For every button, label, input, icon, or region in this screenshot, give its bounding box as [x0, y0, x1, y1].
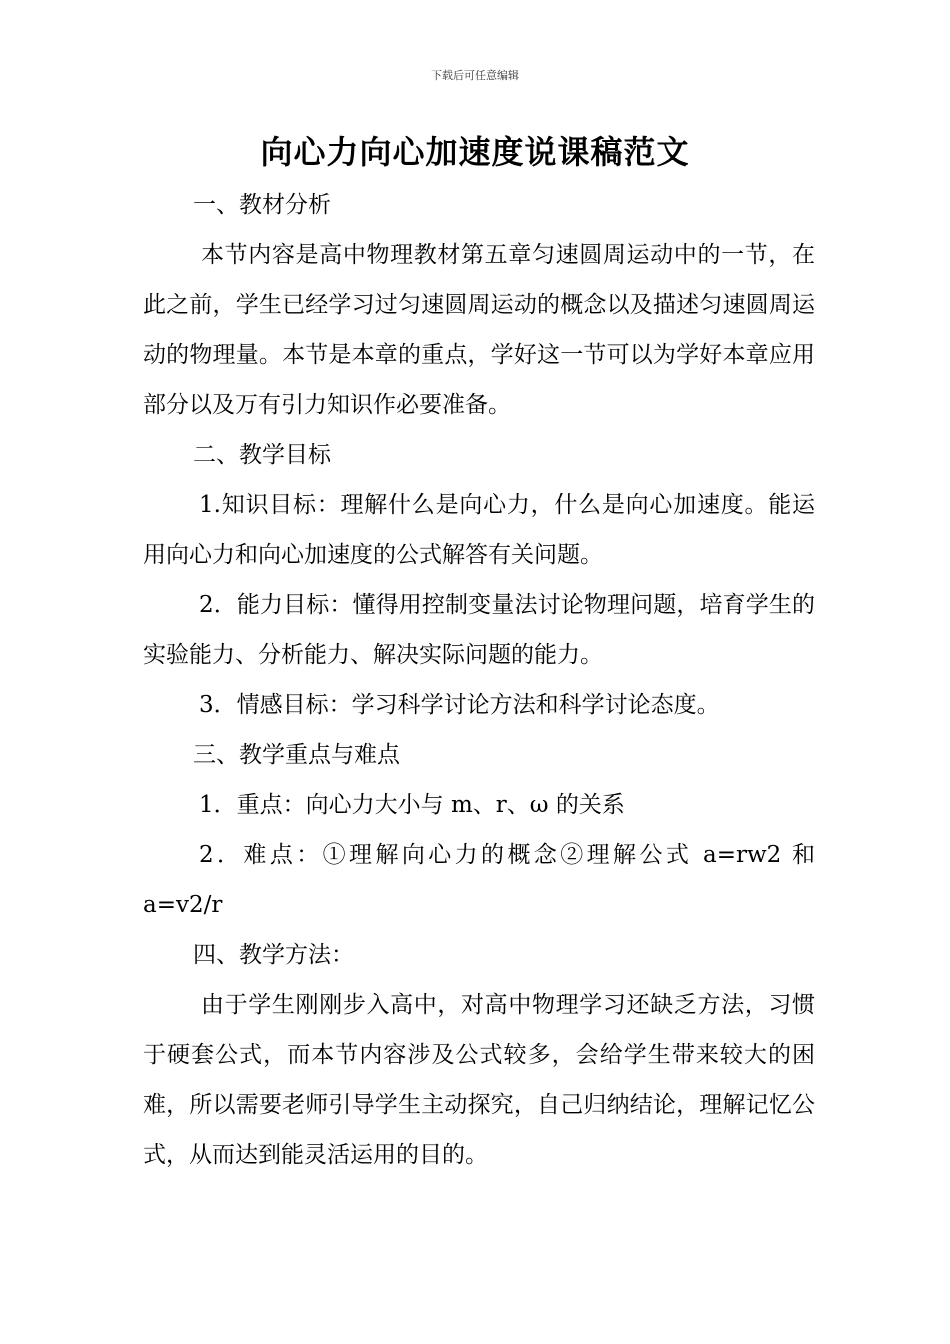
document-body: [143, 180, 815, 1180]
paragraph-teaching-method: 由于学生刚刚步入高中，对高中物理学习还缺乏方法，习惯于硬套公式，而本节内容涉及公式较多，会给学生带来较大的困难，所以需要老师引导学生主动探究，自己归纳结论，理解记忆公式，从而达到能灵活运用的目的。: [143, 992, 815, 1168]
section-heading-textbook-analysis: 一、教材分析: [193, 192, 331, 218]
goal-ability: 2．能力目标：懂得用控制变量法讨论物理问题，培育学生的实验能力、分析能力、解决实际问题的能力。: [143, 592, 815, 668]
download-note: 下载后可任意编辑: [431, 69, 519, 82]
key-point: 1．重点：向心力大小与 m、r、ω 的关系: [199, 792, 625, 818]
goal-emotion: 3．情感目标：学习科学讨论方法和科学讨论态度。: [199, 692, 720, 718]
section-heading-key-points: 三、教学重点与难点: [193, 742, 400, 768]
difficult-point: 2．难点：①理解向心力的概念②理解公式 a=rw2 和 a=v2/r: [143, 842, 815, 918]
goal-knowledge: 1.知识目标：理解什么是向心力，什么是向心加速度。能运用向心力和向心加速度的公式解答有关问题。: [143, 492, 815, 568]
section-heading-teaching-method: 四、教学方法：: [193, 942, 354, 968]
paragraph-textbook-analysis: 本节内容是高中物理教材第五章匀速圆周运动中的一节，在此之前，学生已经学习过匀速圆周运动的概念以及描述匀速圆周运动的物理量。本节是本章的重点，学好这一节可以为学好本章应用部分以及万有引力知识作必要准备。: [143, 242, 815, 418]
section-heading-teaching-goals: 二、教学目标: [193, 442, 331, 468]
document-title: 向心力向心加速度说课稿范文: [260, 133, 690, 171]
